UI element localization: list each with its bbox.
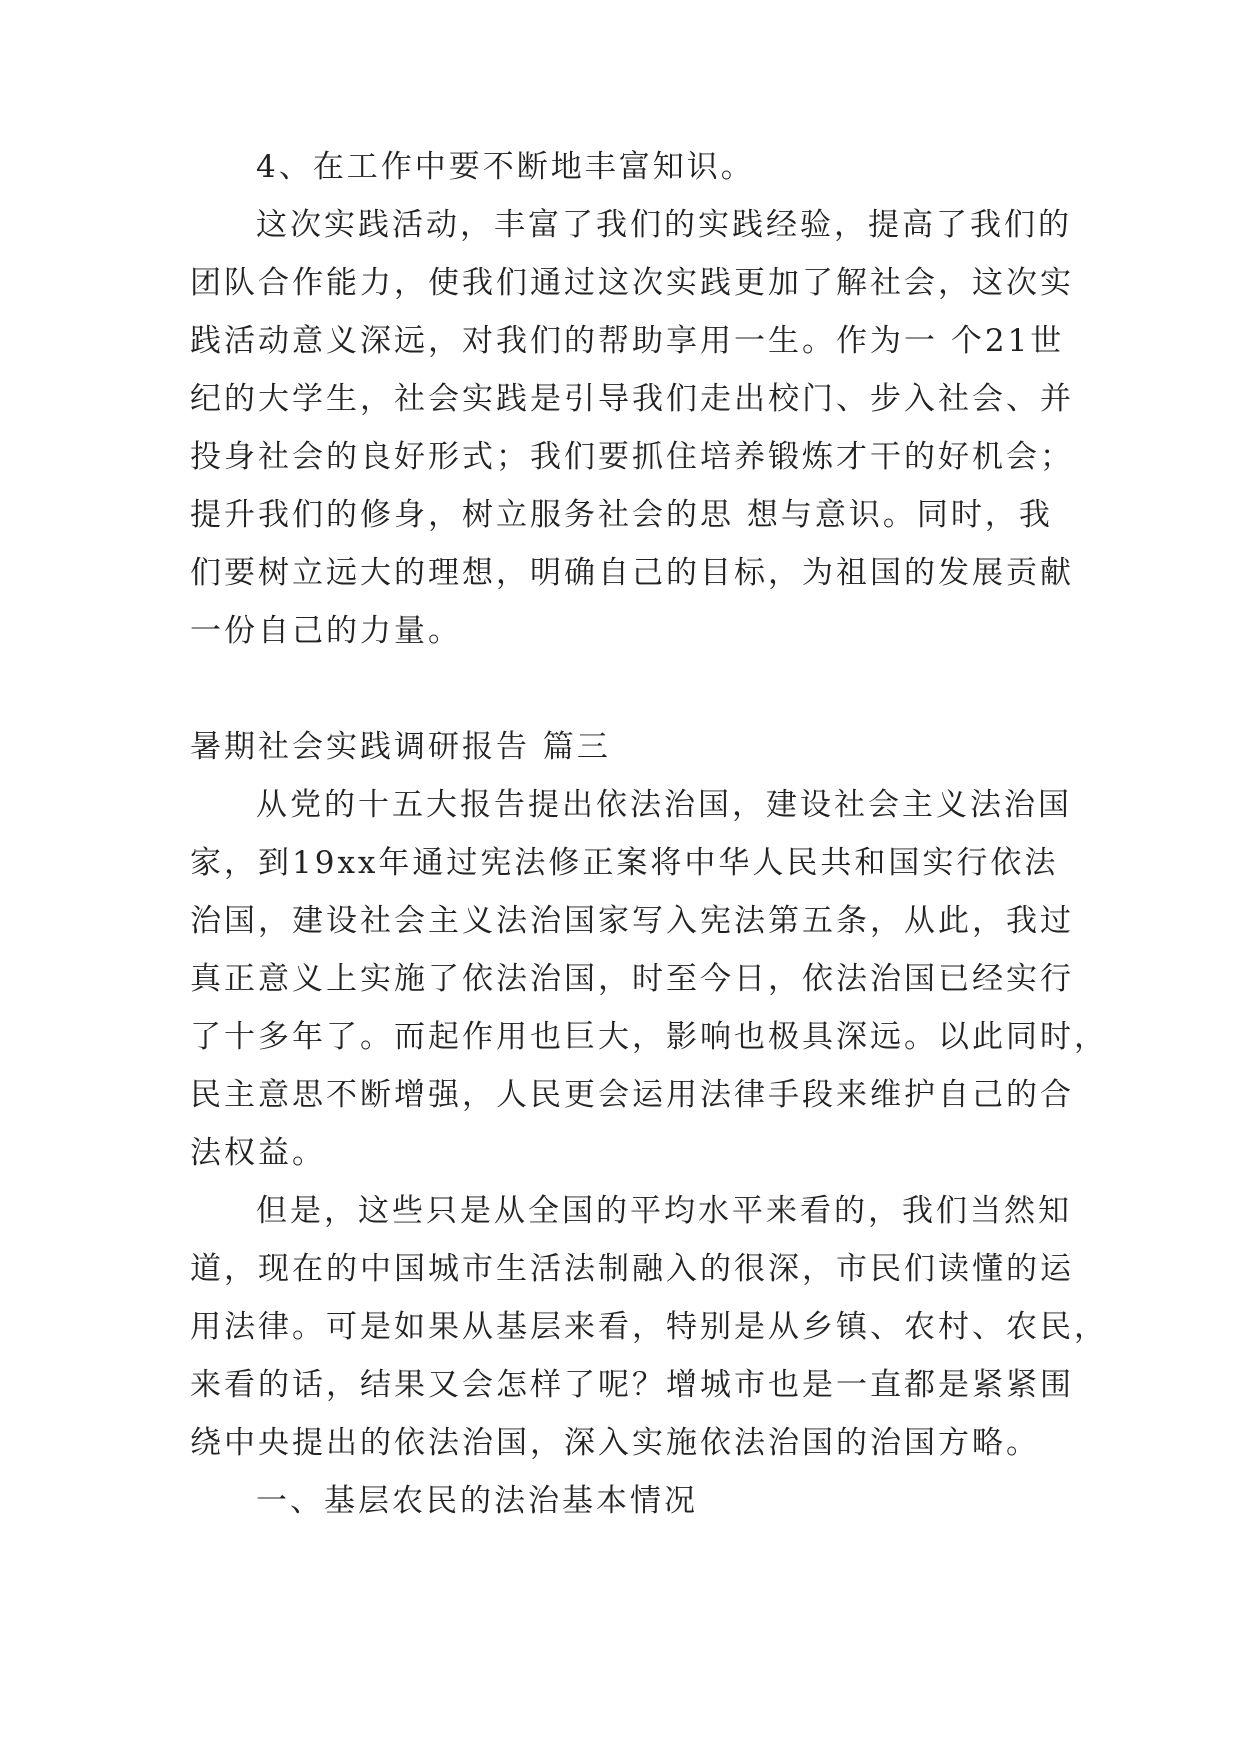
paragraph-line: 团队合作能力，使我们通过这次实践更加了解社会，这次实	[190, 265, 1074, 301]
paragraph-line: 但是，这些只是从全国的平均水平来看的，我们当然知	[256, 1193, 1072, 1229]
paragraph-line: 来看的话，结果又会怎样了呢？增城市也是一直都是紧紧围	[190, 1367, 1074, 1403]
paragraph-line: 治国，建设社会主义法治国家写入宪法第五条，从此，我过	[190, 903, 1074, 939]
paragraph-line: 道，现在的中国城市生活法制融入的很深，市民们读懂的运	[190, 1251, 1074, 1287]
paragraph-rule-of-law	[190, 776, 1108, 1182]
paragraph-however	[190, 1182, 1108, 1472]
section-heading-text: 暑期社会实践调研报告 篇三	[190, 729, 611, 765]
subheading-one	[190, 1472, 1060, 1530]
blank-line	[190, 660, 1060, 718]
paragraph-item-4	[190, 138, 1060, 196]
paragraph-line: 家，到19xx年通过宪法修正案将中华人民共和国实行依法	[190, 845, 1059, 881]
paragraph-line: 法权益。	[190, 1135, 326, 1171]
paragraph-line: 用法律。可是如果从基层来看，特别是从乡镇、农村、农民，	[190, 1309, 1108, 1345]
paragraph-line: 践活动意义深远，对我们的帮助享用一生。作为一 个21世	[190, 323, 1065, 359]
paragraph-line: 绕中央提出的依法治国，深入实施依法治国的治国方略。	[190, 1425, 1040, 1461]
paragraph-line: 民主意思不断增强，人民更会运用法律手段来维护自己的合	[190, 1077, 1074, 1113]
paragraph-line: 了十多年了。而起作用也巨大，影响也极具深远。以此同时，	[190, 1019, 1108, 1055]
paragraph-line: 这次实践活动，丰富了我们的实践经验，提高了我们的	[256, 207, 1072, 243]
paragraph-line: 一份自己的力量。	[190, 613, 462, 649]
paragraph-line: 投身社会的良好形式；我们要抓住培养锻炼才干的好机会；	[190, 439, 1074, 475]
subheading-one-text: 一、基层农民的法治基本情况	[256, 1483, 698, 1519]
paragraph-line: 从党的十五大报告提出依法治国，建设社会主义法治国	[256, 787, 1072, 823]
section-heading	[190, 718, 1060, 776]
paragraph-line: 提升我们的修身，树立服务社会的思 想与意识。同时，我	[190, 497, 1053, 533]
document-body	[190, 138, 1108, 1530]
paragraph-item-4-text: 4、在工作中要不断地丰富知识。	[256, 149, 755, 185]
paragraph-practice	[190, 196, 1074, 660]
paragraph-line: 纪的大学生，社会实践是引导我们走出校门、步入社会、并	[190, 381, 1074, 417]
paragraph-line: 们要树立远大的理想，明确自己的目标，为祖国的发展贡献	[190, 555, 1074, 591]
paragraph-line: 真正意义上实施了依法治国，时至今日，依法治国已经实行	[190, 961, 1074, 997]
